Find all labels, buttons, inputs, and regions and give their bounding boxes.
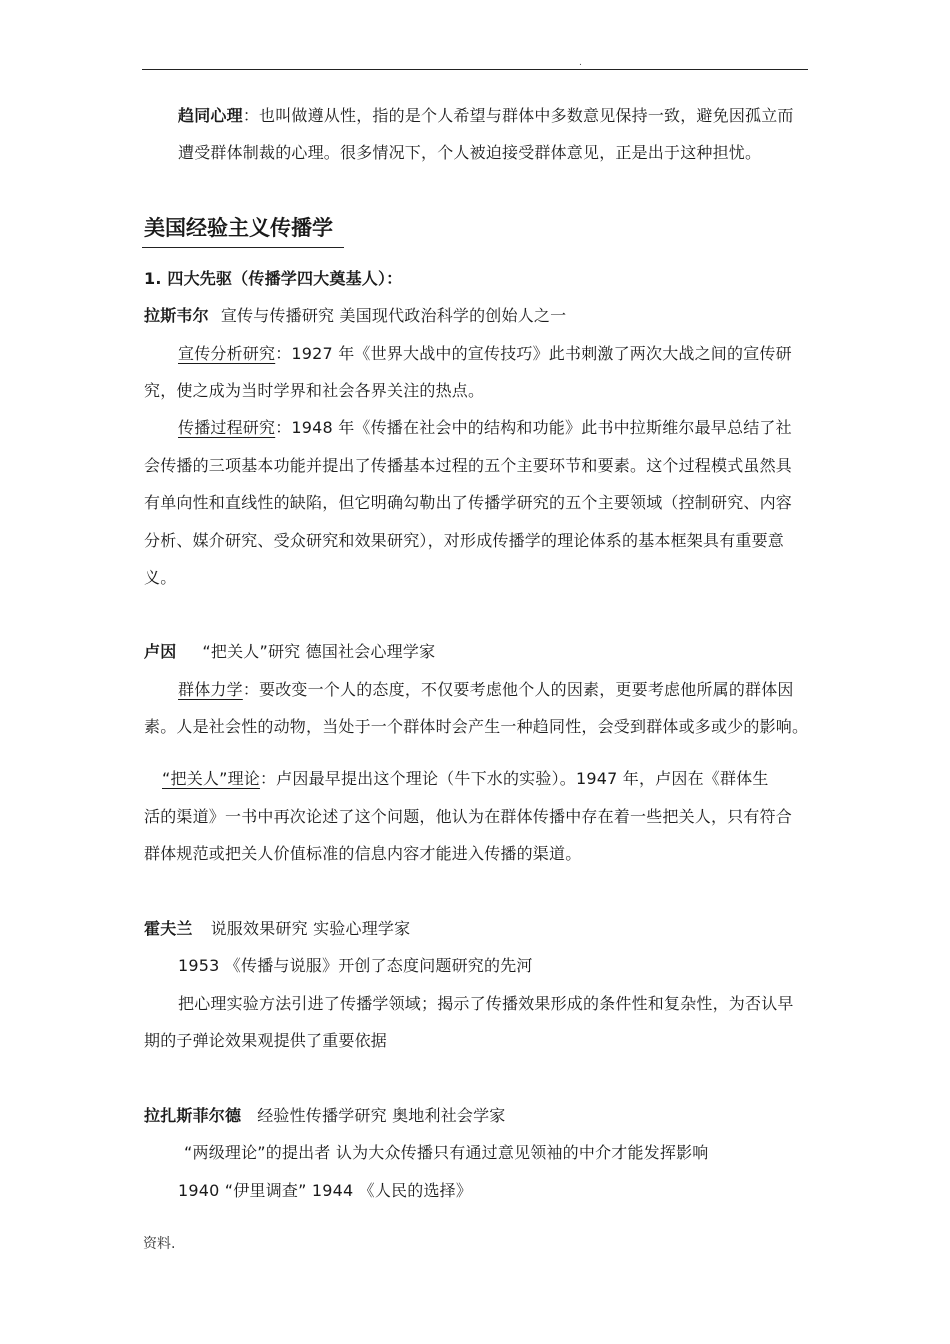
lewin-p2-term: “把关人”理论 — [162, 769, 260, 788]
section-title: 美国经验主义传播学 — [144, 216, 333, 240]
footer-text: 资料. — [143, 1236, 176, 1252]
lasswell-p2-line-2: 会传播的三项基本功能并提出了传播基本过程的五个主要环节和要素。这个过程模式虽然具 — [144, 456, 793, 475]
lasswell-desc: 宣传与传播研究 美国现代政治科学的创始人之一 — [220, 306, 567, 325]
lewin-p1-text: ：要改变一个人的态度，不仅要考虑他个人的因素，更要考虑他所属的群体因 — [242, 680, 794, 699]
lazarsfeld-line-2: 1940 “伊里调查” 1944 《人民的选择》 — [178, 1181, 473, 1200]
header-dot: . — [579, 58, 582, 68]
lasswell-p2-text: ：1948 年《传播在社会中的结构和功能》此书中拉斯维尔最早总结了社 — [275, 418, 792, 437]
header-rule — [142, 69, 808, 70]
lasswell-name: 拉斯韦尔 — [144, 306, 209, 325]
lasswell-p1-text: ：1927 年《世界大战中的宣传技巧》此书刺激了两次大战之间的宣传研 — [275, 344, 792, 363]
lasswell-p1-line-1 — [178, 343, 858, 365]
lewin-p2-text: ：卢因最早提出这个理论（牛下水的实验）。1947 年，卢因在《群体生 — [259, 769, 769, 788]
hovland-name: 霍夫兰 — [144, 919, 193, 938]
hovland-line-1: 1953 《传播与说服》开创了态度问题研究的先河 — [178, 956, 533, 975]
lewin-p1-term: 群体力学 — [178, 680, 243, 699]
lasswell-p2-line-5: 义。 — [144, 568, 177, 587]
lasswell-p1-term: 宣传分析研究 — [178, 344, 276, 363]
lasswell-p1-line-2: 究，使之成为当时学界和社会各界关注的热点。 — [144, 381, 485, 400]
lewin-name: 卢因 — [144, 642, 177, 661]
subheading: 1. 四大先驱（传播学四大奠基人）： — [144, 269, 403, 288]
hovland-line-2: 把心理实验方法引进了传播学领域；揭示了传播效果形成的条件性和复杂性，为否认早 — [178, 994, 794, 1013]
lazarsfeld-desc: 经验性传播学研究 奥地利社会学家 — [257, 1106, 506, 1125]
lasswell-p2-line-4: 分析、媒介研究、受众研究和效果研究），对形成传播学的理论体系的基本框架具有重要意 — [144, 531, 785, 550]
lewin-p2-line-1 — [162, 768, 842, 790]
lewin-p2-line-2: 活的渠道》一书中再次论述了这个问题，他认为在群体传播中存在着一些把关人，只有符合 — [144, 807, 793, 826]
lewin-p2-line-3: 群体规范或把关人价值标准的信息内容才能进入传播的渠道。 — [144, 844, 582, 863]
lasswell-heading — [144, 305, 824, 327]
conformity-text-1: ：也叫做遵从性，指的是个人希望与群体中多数意见保持一致，避免因孤立而 — [242, 106, 794, 125]
conformity-line-1 — [178, 105, 858, 127]
lewin-heading — [144, 641, 824, 663]
lasswell-p2-term: 传播过程研究 — [178, 418, 276, 437]
hovland-desc: 说服效果研究 实验心理学家 — [210, 919, 411, 938]
section-title-rule — [142, 247, 344, 248]
lasswell-p2-line-1 — [178, 417, 858, 439]
hovland-line-3: 期的子弹论效果观提供了重要依据 — [144, 1031, 388, 1050]
lewin-p1-line-2: 素。人是社会性的动物，当处于一个群体时会产生一种趋同性，会受到群体或多或少的影响。 — [144, 717, 809, 736]
hovland-heading — [144, 918, 824, 940]
conformity-line-2: 遭受群体制裁的心理。很多情况下，个人被迫接受群体意见，正是出于这种担忧。 — [178, 143, 762, 162]
lazarsfeld-heading — [144, 1105, 824, 1127]
lazarsfeld-name: 拉扎斯菲尔德 — [144, 1106, 242, 1125]
lewin-desc: “把关人”研究 德国社会心理学家 — [202, 642, 436, 661]
lewin-p1-line-1 — [178, 679, 858, 701]
lazarsfeld-line-1: “两级理论”的提出者 认为大众传播只有通过意见领袖的中介才能发挥影响 — [184, 1143, 709, 1162]
lasswell-p2-line-3: 有单向性和直线性的缺陷，但它明确勾勒出了传播学研究的五个主要领域（控制研究、内容 — [144, 493, 793, 512]
conformity-term: 趋同心理 — [178, 106, 243, 125]
